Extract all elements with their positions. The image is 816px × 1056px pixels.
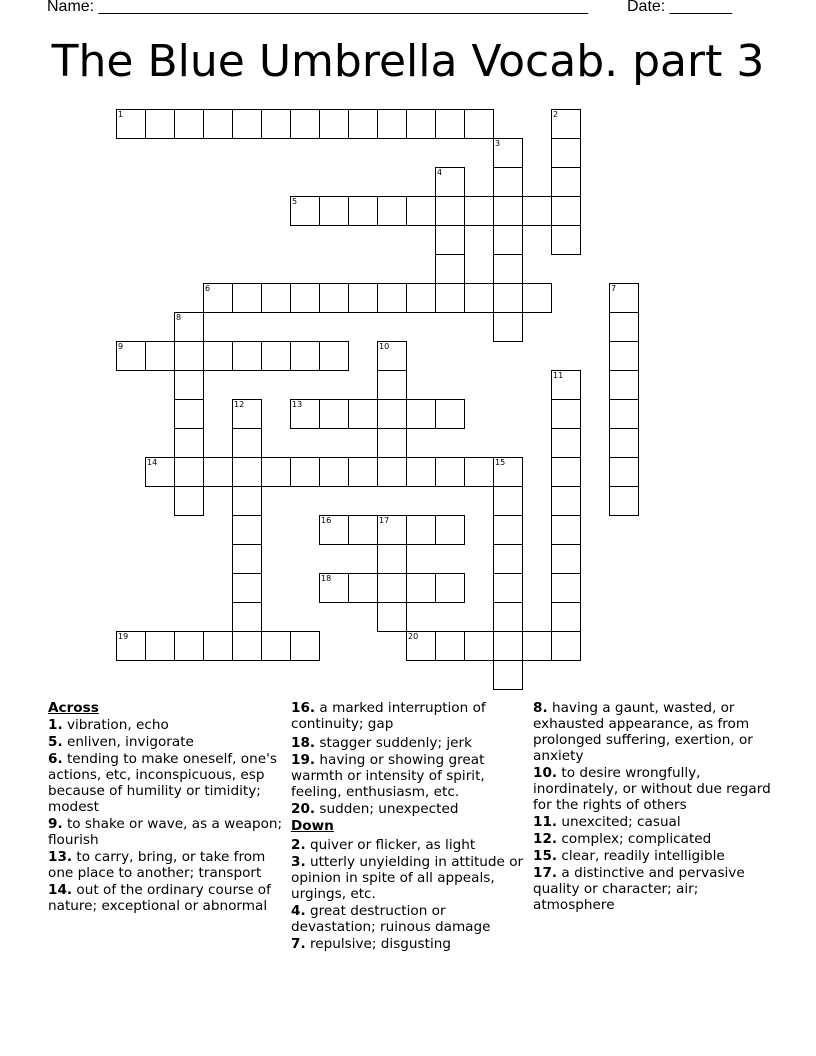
grid-cell[interactable] bbox=[261, 109, 291, 139]
grid-cell[interactable] bbox=[203, 341, 233, 371]
grid-cell[interactable] bbox=[116, 631, 146, 661]
grid-cell[interactable] bbox=[261, 457, 291, 487]
clue-down-10: 10. to desire wrongfully, inordinately, or without due regard for the rights of others bbox=[533, 765, 771, 813]
grid-cell[interactable] bbox=[493, 602, 523, 632]
grid-cell[interactable] bbox=[261, 283, 291, 313]
grid-cell[interactable] bbox=[435, 196, 465, 226]
grid-cell[interactable] bbox=[174, 457, 204, 487]
grid-cell[interactable] bbox=[203, 109, 233, 139]
grid-cell[interactable] bbox=[116, 109, 146, 139]
grid-cell[interactable] bbox=[377, 196, 407, 226]
grid-cell[interactable] bbox=[232, 428, 262, 458]
grid-cell[interactable] bbox=[348, 109, 378, 139]
grid-cell[interactable] bbox=[406, 196, 436, 226]
clue-across-14: 14. out of the ordinary course of nature; exceptional or abnormal bbox=[48, 882, 271, 914]
grid-cell[interactable] bbox=[435, 225, 465, 255]
name-field[interactable]: Name: _______________________________________________________ bbox=[47, 0, 588, 15]
grid-cell[interactable] bbox=[319, 399, 349, 429]
grid-cell[interactable] bbox=[609, 399, 639, 429]
grid-cell[interactable] bbox=[551, 109, 581, 139]
clue-number: 7 bbox=[611, 284, 617, 293]
clue-across-18: 18. stagger suddenly; jerk bbox=[291, 735, 472, 751]
grid-cell[interactable] bbox=[609, 283, 639, 313]
grid-cell[interactable] bbox=[493, 167, 523, 197]
grid-cell[interactable] bbox=[551, 167, 581, 197]
grid-cell[interactable] bbox=[261, 631, 291, 661]
clue-number: 11 bbox=[553, 371, 564, 380]
date-field[interactable]: Date: _______ bbox=[627, 0, 732, 15]
clue-across-20: 20. sudden; unexpected bbox=[291, 801, 459, 817]
grid-cell[interactable] bbox=[290, 457, 320, 487]
clue-down-4: 4. great destruction or devastation; ruinous damage bbox=[291, 903, 491, 935]
grid-cell[interactable] bbox=[203, 283, 233, 313]
grid-cell[interactable] bbox=[406, 399, 436, 429]
grid-cell[interactable] bbox=[493, 225, 523, 255]
grid-cell[interactable] bbox=[435, 631, 465, 661]
clue-number: 19 bbox=[118, 632, 129, 641]
grid-cell[interactable] bbox=[319, 283, 349, 313]
grid-cell[interactable] bbox=[232, 544, 262, 574]
grid-cell[interactable] bbox=[551, 631, 581, 661]
clue-number: 6 bbox=[205, 284, 211, 293]
clue-across-9: 9. to shake or wave, as a weapon; flourish bbox=[48, 816, 283, 848]
grid-cell[interactable] bbox=[290, 341, 320, 371]
grid-cell[interactable] bbox=[203, 631, 233, 661]
grid-cell[interactable] bbox=[493, 196, 523, 226]
grid-cell[interactable] bbox=[551, 428, 581, 458]
grid-cell[interactable] bbox=[493, 138, 523, 168]
clue-across-19: 19. having or showing great warmth or intensity of spirit, feeling, enthusiasm, etc. bbox=[291, 752, 485, 800]
clues-column-3 bbox=[533, 700, 773, 914]
grid-cell[interactable] bbox=[406, 457, 436, 487]
grid-cell[interactable] bbox=[435, 167, 465, 197]
grid-cell[interactable] bbox=[493, 515, 523, 545]
grid-cell[interactable] bbox=[377, 457, 407, 487]
grid-cell[interactable] bbox=[377, 283, 407, 313]
grid-cell[interactable] bbox=[290, 109, 320, 139]
clue-number: 3 bbox=[495, 139, 501, 148]
clue-number: 8 bbox=[176, 313, 182, 322]
grid-cell[interactable] bbox=[493, 544, 523, 574]
grid-cell[interactable] bbox=[145, 341, 175, 371]
grid-cell[interactable] bbox=[609, 457, 639, 487]
clue-down-11: 11. unexcited; casual bbox=[533, 814, 681, 830]
grid-cell[interactable] bbox=[232, 602, 262, 632]
page-title: The Blue Umbrella Vocab. part 3 bbox=[51, 36, 765, 87]
grid-cell[interactable] bbox=[232, 109, 262, 139]
grid-cell[interactable] bbox=[290, 631, 320, 661]
grid-cell[interactable] bbox=[232, 573, 262, 603]
clue-number: 9 bbox=[118, 342, 124, 351]
grid-cell[interactable] bbox=[174, 631, 204, 661]
across-heading: Across bbox=[48, 700, 99, 716]
grid-cell[interactable] bbox=[319, 109, 349, 139]
grid-cell[interactable] bbox=[551, 602, 581, 632]
grid-cell[interactable] bbox=[435, 573, 465, 603]
clue-number: 16 bbox=[321, 516, 332, 525]
grid-cell[interactable] bbox=[551, 399, 581, 429]
grid-cell[interactable] bbox=[290, 399, 320, 429]
clue-number: 14 bbox=[147, 458, 158, 467]
grid-cell[interactable] bbox=[464, 109, 494, 139]
grid-cell[interactable] bbox=[522, 196, 552, 226]
clues-column-1 bbox=[48, 700, 283, 915]
grid-cell[interactable] bbox=[493, 283, 523, 313]
grid-cell[interactable] bbox=[377, 515, 407, 545]
grid-cell[interactable] bbox=[290, 283, 320, 313]
clue-across-5: 5. enliven, invigorate bbox=[48, 734, 194, 750]
clues-column-2 bbox=[291, 700, 526, 953]
grid-cell[interactable] bbox=[319, 457, 349, 487]
grid-cell[interactable] bbox=[551, 457, 581, 487]
grid-cell[interactable] bbox=[609, 428, 639, 458]
clue-number: 20 bbox=[408, 632, 419, 641]
grid-cell[interactable] bbox=[406, 283, 436, 313]
grid-cell[interactable] bbox=[174, 312, 204, 342]
grid-cell[interactable] bbox=[464, 457, 494, 487]
grid-cell[interactable] bbox=[551, 370, 581, 400]
grid-cell[interactable] bbox=[348, 457, 378, 487]
grid-cell[interactable] bbox=[319, 515, 349, 545]
clue-number: 10 bbox=[379, 342, 390, 351]
grid-cell[interactable] bbox=[551, 515, 581, 545]
grid-cell[interactable] bbox=[174, 370, 204, 400]
grid-cell[interactable] bbox=[377, 573, 407, 603]
grid-cell[interactable] bbox=[406, 515, 436, 545]
grid-cell[interactable] bbox=[377, 109, 407, 139]
clue-down-2: 2. quiver or flicker, as light bbox=[291, 837, 476, 853]
grid-cell[interactable] bbox=[319, 341, 349, 371]
grid-cell[interactable] bbox=[551, 196, 581, 226]
grid-cell[interactable] bbox=[435, 457, 465, 487]
grid-cell[interactable] bbox=[145, 631, 175, 661]
grid-cell[interactable] bbox=[232, 341, 262, 371]
grid-cell[interactable] bbox=[348, 283, 378, 313]
clue-number: 13 bbox=[292, 400, 303, 409]
grid-cell[interactable] bbox=[464, 196, 494, 226]
clue-number: 17 bbox=[379, 516, 390, 525]
clue-down-8: 8. having a gaunt, wasted, or exhausted appearance, as from prolonged suffering, exertion, or anxiety bbox=[533, 700, 753, 764]
grid-cell[interactable] bbox=[348, 515, 378, 545]
grid-cell[interactable] bbox=[493, 660, 523, 690]
clue-number: 2 bbox=[553, 110, 559, 119]
clue-number: 12 bbox=[234, 400, 245, 409]
grid-cell[interactable] bbox=[232, 399, 262, 429]
grid-cell[interactable] bbox=[406, 109, 436, 139]
grid-cell[interactable] bbox=[522, 283, 552, 313]
grid-cell[interactable] bbox=[319, 573, 349, 603]
clue-down-17: 17. a distinctive and pervasive quality or character; air; atmosphere bbox=[533, 865, 745, 913]
clue-down-3: 3. utterly unyielding in attitude or opinion in spite of all appeals, urgings, etc. bbox=[291, 854, 524, 902]
clue-down-12: 12. complex; complicated bbox=[533, 831, 712, 847]
clue-number: 15 bbox=[495, 458, 506, 467]
grid-cell[interactable] bbox=[174, 341, 204, 371]
grid-cell[interactable] bbox=[232, 486, 262, 516]
grid-cell[interactable] bbox=[116, 341, 146, 371]
grid-cell[interactable] bbox=[145, 457, 175, 487]
clue-across-1: 1. vibration, echo bbox=[48, 717, 169, 733]
clue-number: 5 bbox=[292, 197, 298, 206]
grid-cell[interactable] bbox=[493, 457, 523, 487]
grid-cell[interactable] bbox=[232, 515, 262, 545]
grid-cell[interactable] bbox=[377, 544, 407, 574]
grid-cell[interactable] bbox=[290, 196, 320, 226]
grid-cell[interactable] bbox=[435, 283, 465, 313]
grid-cell[interactable] bbox=[348, 399, 378, 429]
clue-number: 18 bbox=[321, 574, 332, 583]
grid-cell[interactable] bbox=[406, 573, 436, 603]
down-heading: Down bbox=[291, 818, 334, 834]
grid-cell[interactable] bbox=[406, 631, 436, 661]
grid-cell[interactable] bbox=[551, 573, 581, 603]
clue-down-7: 7. repulsive; disgusting bbox=[291, 936, 451, 952]
grid-cell[interactable] bbox=[174, 109, 204, 139]
grid-cell[interactable] bbox=[435, 515, 465, 545]
grid-cell[interactable] bbox=[174, 428, 204, 458]
grid-cell[interactable] bbox=[319, 196, 349, 226]
grid-cell[interactable] bbox=[174, 486, 204, 516]
grid-cell[interactable] bbox=[348, 196, 378, 226]
grid-cell[interactable] bbox=[435, 109, 465, 139]
clue-down-15: 15. clear, readily intelligible bbox=[533, 848, 725, 864]
grid-cell[interactable] bbox=[203, 457, 233, 487]
grid-cell[interactable] bbox=[232, 283, 262, 313]
grid-cell[interactable] bbox=[493, 486, 523, 516]
grid-cell[interactable] bbox=[609, 341, 639, 371]
grid-cell[interactable] bbox=[551, 544, 581, 574]
clue-across-13: 13. to carry, bring, or take from one place to another; transport bbox=[48, 849, 266, 881]
grid-cell[interactable] bbox=[261, 341, 291, 371]
grid-cell[interactable] bbox=[493, 312, 523, 342]
grid-cell[interactable] bbox=[435, 254, 465, 284]
clue-number: 4 bbox=[437, 168, 443, 177]
clue-number: 1 bbox=[118, 110, 124, 119]
grid-cell[interactable] bbox=[174, 399, 204, 429]
grid-cell[interactable] bbox=[377, 428, 407, 458]
grid-cell[interactable] bbox=[232, 631, 262, 661]
grid-cell[interactable] bbox=[493, 254, 523, 284]
grid-cell[interactable] bbox=[348, 573, 378, 603]
grid-cell[interactable] bbox=[377, 341, 407, 371]
clue-across-16: 16. a marked interruption of continuity; gap bbox=[291, 700, 486, 732]
grid-cell[interactable] bbox=[464, 283, 494, 313]
grid-cell[interactable] bbox=[493, 573, 523, 603]
grid-cell[interactable] bbox=[377, 399, 407, 429]
grid-cell[interactable] bbox=[377, 370, 407, 400]
grid-cell[interactable] bbox=[493, 631, 523, 661]
grid-cell[interactable] bbox=[145, 109, 175, 139]
grid-cell[interactable] bbox=[377, 602, 407, 632]
clue-across-6: 6. tending to make oneself, one's actions, etc, inconspicuous, esp because of humility or timidity; modest bbox=[48, 751, 277, 815]
grid-cell[interactable] bbox=[609, 486, 639, 516]
grid-cell[interactable] bbox=[464, 631, 494, 661]
grid-cell[interactable] bbox=[232, 457, 262, 487]
grid-cell[interactable] bbox=[551, 138, 581, 168]
grid-cell[interactable] bbox=[551, 225, 581, 255]
grid-cell[interactable] bbox=[435, 399, 465, 429]
grid-cell[interactable] bbox=[522, 631, 552, 661]
grid-cell[interactable] bbox=[609, 370, 639, 400]
grid-cell[interactable] bbox=[609, 312, 639, 342]
grid-cell[interactable] bbox=[551, 486, 581, 516]
